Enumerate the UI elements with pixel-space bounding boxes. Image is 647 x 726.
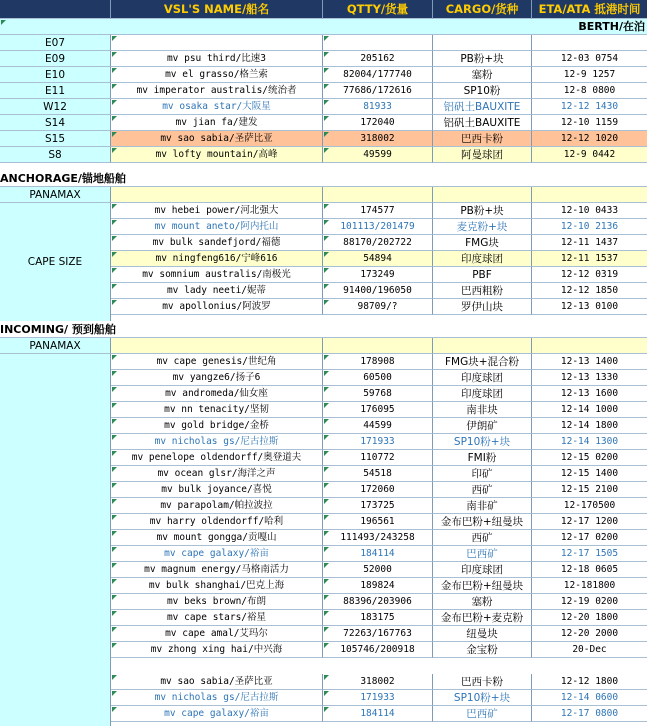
cell-comment-icon	[112, 371, 117, 376]
table-row	[0, 386, 647, 402]
cargo-cell[interactable]: PBF	[433, 267, 532, 283]
incoming-title: INCOMING/ 预到船舶	[0, 322, 647, 338]
empty-cell[interactable]	[323, 338, 433, 354]
table-row	[0, 67, 647, 83]
table-row	[0, 482, 647, 498]
berth-cell[interactable]: E07	[0, 35, 111, 51]
cargo-cell[interactable]: 巴西粗粉	[433, 283, 532, 299]
cargo-cell[interactable]: 南非块	[433, 402, 532, 418]
quantity-cell[interactable]: 91400/196050	[323, 283, 433, 299]
cell-comment-icon	[112, 547, 117, 552]
cell-comment-icon	[324, 371, 329, 376]
cargo-cell[interactable]: 伊朗矿	[433, 418, 532, 434]
table-row	[0, 251, 647, 267]
cell-comment-icon	[324, 467, 329, 472]
cargo-cell[interactable]: 巴西矿	[433, 546, 532, 562]
table-row	[0, 562, 647, 578]
quantity-cell[interactable]: 174577	[323, 203, 433, 219]
cell-comment-icon	[112, 204, 117, 209]
cell-comment-icon	[112, 387, 117, 392]
cargo-cell[interactable]: PB粉+块	[433, 51, 532, 67]
vessel-name-cell[interactable]: mv hebei power/河北强大	[111, 203, 323, 219]
berth-title-row	[0, 19, 647, 35]
quantity-cell[interactable]: 171933	[323, 690, 433, 706]
quantity-cell[interactable]: 178908	[323, 354, 433, 370]
eta-cell[interactable]: 12-14 1000	[532, 402, 647, 418]
table-row	[0, 674, 647, 690]
table-row	[0, 450, 647, 466]
cell-comment-icon	[112, 451, 117, 456]
cell-comment-icon	[324, 547, 329, 552]
header-berth[interactable]	[0, 0, 111, 19]
cargo-cell[interactable]: 巴西矿	[433, 706, 532, 722]
cell-comment-icon	[324, 100, 329, 105]
quantity-cell[interactable]: 49599	[323, 147, 433, 163]
empty-cell[interactable]	[323, 187, 433, 203]
cell-comment-icon	[112, 675, 117, 680]
eta-cell[interactable]: 12-17 0200	[532, 530, 647, 546]
vessel-name-cell[interactable]: mv bulk sandefjord/福德	[111, 235, 323, 251]
table-row	[0, 402, 647, 418]
table-row	[0, 115, 647, 131]
eta-cell[interactable]: 12-13 0100	[532, 299, 647, 315]
berth-cell[interactable]: E09	[0, 51, 111, 67]
vessel-name-cell[interactable]: mv bulk shanghai/巴克上海	[111, 578, 323, 594]
eta-cell[interactable]: 12-9 1257	[532, 67, 647, 83]
cargo-cell[interactable]: SP10粉+块	[433, 434, 532, 450]
eta-cell[interactable]: 12-170500	[532, 498, 647, 514]
cell-comment-icon	[324, 84, 329, 89]
anchorage-panamax-row	[0, 187, 647, 203]
eta-cell[interactable]: 12-03 0754	[532, 51, 647, 67]
vessel-name-cell[interactable]: mv cape amal/艾玛尔	[111, 626, 323, 642]
quantity-cell[interactable]: 189824	[323, 578, 433, 594]
berth-cell[interactable]: S8	[0, 147, 111, 163]
empty-cell[interactable]	[433, 338, 532, 354]
cell-comment-icon	[324, 595, 329, 600]
cargo-cell[interactable]: 金布巴粉+麦克粉	[433, 610, 532, 626]
eta-cell[interactable]: 12-12 1020	[532, 131, 647, 147]
quantity-cell[interactable]: 172040	[323, 115, 433, 131]
cell-comment-icon	[112, 116, 117, 121]
vessel-name-cell[interactable]: mv parapolam/帕拉波拉	[111, 498, 323, 514]
table-row	[0, 99, 647, 115]
vessel-name-cell[interactable]: mv zhong xing hai/中兴海	[111, 642, 323, 658]
cell-comment-icon	[112, 52, 117, 57]
cell-comment-icon	[112, 220, 117, 225]
table-row	[0, 35, 647, 51]
quantity-cell[interactable]: 172060	[323, 482, 433, 498]
incoming-panamax-row	[0, 338, 647, 354]
cargo-cell[interactable]: SP10粉+块	[433, 690, 532, 706]
cargo-cell[interactable]: SP10粉	[433, 83, 532, 99]
vessel-name-cell[interactable]: mv jian fa/建发	[111, 115, 323, 131]
quantity-cell[interactable]: 54894	[323, 251, 433, 267]
cargo-cell[interactable]: 印矿	[433, 466, 532, 482]
berth-cell[interactable]: S14	[0, 115, 111, 131]
cargo-cell[interactable]: 塞粉	[433, 594, 532, 610]
cell-comment-icon	[324, 499, 329, 504]
vessel-name-cell[interactable]: mv beks brown/布朗	[111, 594, 323, 610]
cell-comment-icon	[112, 627, 117, 632]
quantity-cell[interactable]: 111493/243258	[323, 530, 433, 546]
cell-comment-icon	[324, 435, 329, 440]
table-row	[0, 131, 647, 147]
quantity-cell[interactable]: 318002	[323, 674, 433, 690]
cell-comment-icon	[324, 236, 329, 241]
table-row	[0, 610, 647, 626]
quantity-cell[interactable]: 44599	[323, 418, 433, 434]
cell-comment-icon	[112, 467, 117, 472]
eta-cell[interactable]: 12-13 1600	[532, 386, 647, 402]
cargo-cell[interactable]: 印度球团	[433, 562, 532, 578]
quantity-cell[interactable]: 59768	[323, 386, 433, 402]
vessel-name-cell[interactable]: mv nicholas gs/尼古拉斯	[111, 434, 323, 450]
vessel-name-cell[interactable]: mv osaka star/大阪星	[111, 99, 323, 115]
cell-comment-icon	[324, 36, 329, 41]
cell-comment-icon	[112, 499, 117, 504]
eta-cell[interactable]: 12-15 0200	[532, 450, 647, 466]
quantity-cell[interactable]: 318002	[323, 131, 433, 147]
eta-cell[interactable]: 12-17 1200	[532, 514, 647, 530]
table-row	[0, 354, 647, 370]
cell-comment-icon	[112, 643, 117, 648]
vessel-name-cell[interactable]: mv cape genesis/世纪角	[111, 354, 323, 370]
cargo-cell[interactable]: 西矿	[433, 530, 532, 546]
cargo-cell[interactable]: 罗伊山块	[433, 299, 532, 315]
vessel-name-cell[interactable]: mv mount gongga/贡嘎山	[111, 530, 323, 546]
vessel-name-cell[interactable]: mv apollonius/阿波罗	[111, 299, 323, 315]
eta-cell[interactable]: 12-17 0800	[532, 706, 647, 722]
cell-comment-icon	[324, 643, 329, 648]
berth-cell[interactable]: S15	[0, 131, 111, 147]
header-quantity[interactable]: QTTY/货量	[323, 0, 433, 19]
quantity-cell[interactable]: 72263/167763	[323, 626, 433, 642]
cell-comment-icon	[112, 252, 117, 257]
empty-cell[interactable]	[532, 187, 647, 203]
vessel-name-cell[interactable]: mv cape galaxy/裕亩	[111, 706, 323, 722]
cargo-cell[interactable]: 金布巴粉+纽曼块	[433, 514, 532, 530]
eta-cell[interactable]: 12-17 1505	[532, 546, 647, 562]
vessel-name-cell[interactable]: mv ningfeng616/宁峰616	[111, 251, 323, 267]
vessel-name-cell[interactable]: mv ocean glsr/海洋之声	[111, 466, 323, 482]
cell-comment-icon	[112, 611, 117, 616]
eta-cell[interactable]: 12-12 0319	[532, 267, 647, 283]
vessel-name-cell[interactable]: mv psu third/比速3	[111, 51, 323, 67]
berth-title: BERTH/在泊	[578, 20, 645, 33]
table-row	[0, 466, 647, 482]
eta-cell[interactable]	[532, 35, 647, 51]
cargo-cell[interactable]: 铝矾土BAUXITE	[433, 115, 532, 131]
vessel-name-cell[interactable]: mv harry oldendorff/哈利	[111, 514, 323, 530]
empty-cell[interactable]	[111, 187, 323, 203]
eta-cell[interactable]: 12-14 1300	[532, 434, 647, 450]
quantity-cell[interactable]: 110772	[323, 450, 433, 466]
cell-comment-icon	[324, 675, 329, 680]
eta-cell[interactable]: 12-12 1800	[532, 674, 647, 690]
table-row	[0, 299, 647, 315]
cell-comment-icon	[324, 52, 329, 57]
cargo-cell[interactable]: 印度球团	[433, 386, 532, 402]
incoming-panamax-label: PANAMAX	[0, 338, 111, 354]
anchorage-panamax-label: PANAMAX	[0, 187, 111, 203]
cell-comment-icon	[324, 268, 329, 273]
eta-cell[interactable]: 12-12 1850	[532, 283, 647, 299]
cargo-cell[interactable]: 纽曼块	[433, 626, 532, 642]
cargo-cell[interactable]: FMG块	[433, 235, 532, 251]
cell-comment-icon	[112, 483, 117, 488]
table-row	[0, 370, 647, 386]
quantity-cell[interactable]: 196561	[323, 514, 433, 530]
cell-comment-icon	[324, 419, 329, 424]
vessel-name-cell[interactable]: mv somnium australis/南极光	[111, 267, 323, 283]
cell-comment-icon	[324, 252, 329, 257]
table-row	[0, 498, 647, 514]
cell-comment-icon	[324, 355, 329, 360]
quantity-cell[interactable]: 184114	[323, 706, 433, 722]
table-row	[0, 530, 647, 546]
vessel-name-cell[interactable]: mv penelope oldendorff/奥登道夫	[111, 450, 323, 466]
berth-cell[interactable]: E11	[0, 83, 111, 99]
eta-cell[interactable]: 12-14 0600	[532, 690, 647, 706]
cell-comment-icon	[112, 84, 117, 89]
vessel-name-cell[interactable]: mv lady neeti/妮蒂	[111, 283, 323, 299]
table-row	[0, 235, 647, 251]
cargo-cell[interactable]: 塞粉	[433, 67, 532, 83]
berth-cell[interactable]: W12	[0, 99, 111, 115]
cell-comment-icon	[324, 300, 329, 305]
vessel-name-cell[interactable]: mv bulk joyance/喜悦	[111, 482, 323, 498]
quantity-cell[interactable]: 173725	[323, 498, 433, 514]
cargo-cell[interactable]: 金布巴粉+纽曼块	[433, 578, 532, 594]
cell-comment-icon	[324, 707, 329, 712]
cell-comment-icon	[112, 707, 117, 712]
cell-comment-icon	[324, 515, 329, 520]
quantity-cell[interactable]: 60500	[323, 370, 433, 386]
eta-cell[interactable]: 12-14 1800	[532, 418, 647, 434]
cargo-cell[interactable]: 巴西卡粉	[433, 674, 532, 690]
cargo-cell[interactable]: 麦克粉+块	[433, 219, 532, 235]
vessel-name-cell[interactable]: mv cape stars/裕星	[111, 610, 323, 626]
table-row	[0, 514, 647, 530]
cell-comment-icon	[324, 531, 329, 536]
eta-cell[interactable]: 12-181800	[532, 578, 647, 594]
empty-cell[interactable]	[433, 187, 532, 203]
eta-cell[interactable]: 20-Dec	[532, 642, 647, 658]
vessel-name-cell[interactable]: mv mount aneto/阿内托山	[111, 219, 323, 235]
quantity-cell[interactable]: 184114	[323, 546, 433, 562]
eta-cell[interactable]: 12-13 1330	[532, 370, 647, 386]
table-row	[0, 546, 647, 562]
header-eta[interactable]: ETA/ATA 抵港时间	[532, 0, 647, 19]
cargo-cell[interactable]: 西矿	[433, 482, 532, 498]
table-row	[0, 219, 647, 235]
quantity-cell[interactable]: 183175	[323, 610, 433, 626]
eta-cell[interactable]: 12-19 0200	[532, 594, 647, 610]
cargo-cell[interactable]	[433, 35, 532, 51]
eta-cell[interactable]: 12-15 1400	[532, 466, 647, 482]
quantity-cell[interactable]: 52000	[323, 562, 433, 578]
cell-comment-icon	[112, 563, 117, 568]
quantity-cell[interactable]: 98709/?	[323, 299, 433, 315]
cell-comment-icon	[324, 132, 329, 137]
vessel-name-cell[interactable]: mv gold bridge/金桥	[111, 418, 323, 434]
cell-comment-icon	[324, 691, 329, 696]
spacer-row	[111, 658, 647, 674]
cell-comment-icon	[112, 579, 117, 584]
eta-cell[interactable]: 12-10 2136	[532, 219, 647, 235]
eta-cell[interactable]: 12-18 0605	[532, 562, 647, 578]
cell-comment-icon	[112, 284, 117, 289]
eta-cell[interactable]: 12-20 2000	[532, 626, 647, 642]
cell-comment-icon	[324, 220, 329, 225]
header-row	[0, 0, 647, 16]
cell-comment-icon	[324, 116, 329, 121]
cell-comment-icon	[112, 236, 117, 241]
cell-comment-icon	[324, 563, 329, 568]
cargo-cell[interactable]: 巴西卡粉	[433, 131, 532, 147]
cell-comment-icon	[112, 403, 117, 408]
cell-comment-icon	[324, 451, 329, 456]
table-row	[0, 434, 647, 450]
eta-cell[interactable]: 12-20 1800	[532, 610, 647, 626]
table-row	[0, 203, 647, 219]
table-row	[0, 147, 647, 163]
table-row	[0, 642, 647, 658]
cargo-cell[interactable]: PB粉+块	[433, 203, 532, 219]
table-row	[0, 578, 647, 594]
quantity-cell[interactable]: 101113/201479	[323, 219, 433, 235]
vessel-name-cell[interactable]: mv nicholas gs/尼古拉斯	[111, 690, 323, 706]
cell-comment-icon	[112, 268, 117, 273]
cell-comment-icon	[112, 595, 117, 600]
cell-comment-icon	[112, 531, 117, 536]
cell-comment-icon	[112, 691, 117, 696]
eta-cell[interactable]: 12-11 1437	[532, 235, 647, 251]
anchorage-title: ANCHORAGE/锚地船舶	[0, 171, 647, 187]
vessel-name-cell[interactable]: mv imperator australis/统治者	[111, 83, 323, 99]
vessel-name-cell[interactable]: mv cape galaxy/裕亩	[111, 546, 323, 562]
cell-comment-icon	[324, 483, 329, 488]
cell-comment-icon	[324, 284, 329, 289]
quantity-cell[interactable]: 77686/172616	[323, 83, 433, 99]
berth-cell[interactable]: E10	[0, 67, 111, 83]
cell-comment-icon	[324, 387, 329, 392]
vessel-name-cell[interactable]: mv sao sabia/圣萨比亚	[111, 131, 323, 147]
cell-comment-icon	[112, 300, 117, 305]
eta-cell[interactable]: 12-15 2100	[532, 482, 647, 498]
table-row	[0, 626, 647, 642]
table-row	[0, 706, 647, 722]
cell-comment-icon	[112, 355, 117, 360]
eta-cell[interactable]: 12-11 1537	[532, 251, 647, 267]
quantity-cell[interactable]: 54518	[323, 466, 433, 482]
quantity-cell[interactable]: 176095	[323, 402, 433, 418]
table-row	[0, 51, 647, 67]
cargo-cell[interactable]: 阿曼球团	[433, 147, 532, 163]
vessel-name-cell[interactable]: mv lofty mountain/高峰	[111, 147, 323, 163]
cargo-cell[interactable]: FMI粉	[433, 450, 532, 466]
empty-cell[interactable]	[111, 338, 323, 354]
quantity-cell[interactable]: 105746/200918	[323, 642, 433, 658]
cell-comment-icon	[324, 68, 329, 73]
vessel-name-cell[interactable]: mv yangze6/扬子6	[111, 370, 323, 386]
eta-cell[interactable]: 12-8 0800	[532, 83, 647, 99]
table-row	[0, 690, 647, 706]
header-vessel-name[interactable]: VSL'S NAME/船名	[111, 0, 323, 19]
eta-cell[interactable]: 12-10 0433	[532, 203, 647, 219]
quantity-cell[interactable]: 173249	[323, 267, 433, 283]
table-row	[0, 267, 647, 283]
table-row	[0, 283, 647, 299]
vessel-name-cell[interactable]: mv nn tenacity/坚韧	[111, 402, 323, 418]
cell-comment-icon	[112, 68, 117, 73]
cell-comment-icon	[112, 435, 117, 440]
cargo-cell[interactable]: 金宝粉	[433, 642, 532, 658]
cell-comment-icon	[112, 100, 117, 105]
cell-comment-icon	[324, 148, 329, 153]
cell-comment-icon	[112, 515, 117, 520]
cargo-cell[interactable]: 印度球团	[433, 251, 532, 267]
quantity-cell[interactable]: 205162	[323, 51, 433, 67]
cargo-cell[interactable]: FMG块+混合粉	[433, 354, 532, 370]
quantity-cell[interactable]: 81933	[323, 99, 433, 115]
cell-comment-icon	[324, 611, 329, 616]
cell-comment-icon	[112, 132, 117, 137]
vessel-name-cell[interactable]	[111, 35, 323, 51]
table-row	[0, 594, 647, 610]
eta-cell[interactable]: 12-13 1400	[532, 354, 647, 370]
table-row	[0, 418, 647, 434]
quantity-cell[interactable]: 82004/177740	[323, 67, 433, 83]
eta-cell[interactable]: 12-9 0442	[532, 147, 647, 163]
vessel-name-cell[interactable]: mv andromeda/仙女座	[111, 386, 323, 402]
cell-comment-icon	[324, 403, 329, 408]
quantity-cell[interactable]: 171933	[323, 434, 433, 450]
empty-cell[interactable]	[532, 338, 647, 354]
quantity-cell[interactable]: 88170/202722	[323, 235, 433, 251]
eta-cell[interactable]: 12-12 1430	[532, 99, 647, 115]
cell-comment-icon	[324, 204, 329, 209]
anchorage-cape-label: CAPE SIZE	[0, 203, 111, 321]
eta-cell[interactable]: 12-10 1159	[532, 115, 647, 131]
cell-comment-icon	[112, 36, 117, 41]
vessel-name-cell[interactable]: mv el grasso/格兰索	[111, 67, 323, 83]
quantity-cell[interactable]	[323, 35, 433, 51]
cell-comment-icon	[112, 148, 117, 153]
cell-comment-icon	[324, 579, 329, 584]
cell-comment-icon	[112, 419, 117, 424]
cargo-cell[interactable]: 印度球团	[433, 370, 532, 386]
quantity-cell[interactable]: 88396/203906	[323, 594, 433, 610]
table-row	[0, 83, 647, 99]
header-cargo[interactable]: CARGO/货种	[433, 0, 532, 19]
cargo-cell[interactable]: 铝矾土BAUXITE	[433, 99, 532, 115]
cell-comment-icon	[1, 20, 6, 25]
cell-comment-icon	[324, 627, 329, 632]
vessel-name-cell[interactable]: mv sao sabia/圣萨比亚	[111, 674, 323, 690]
cargo-cell[interactable]: 南非矿	[433, 498, 532, 514]
vessel-name-cell[interactable]: mv magnum energy/马格南活力	[111, 562, 323, 578]
